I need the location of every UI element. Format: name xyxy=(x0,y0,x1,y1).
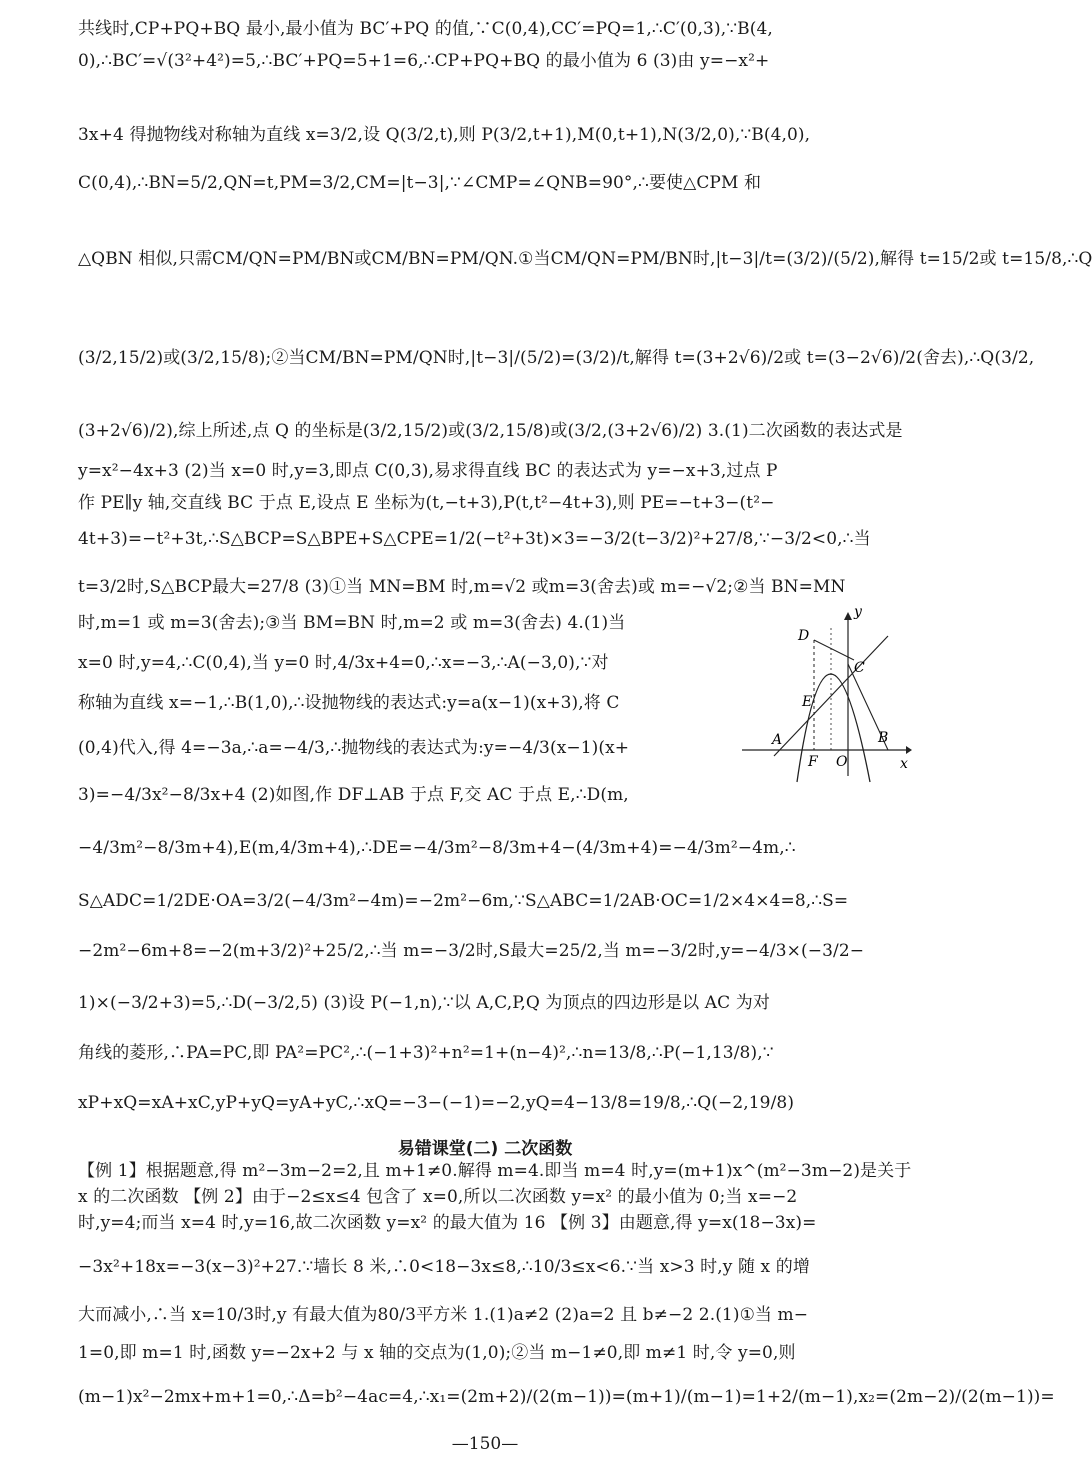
text-line: 角线的菱形,∴PA=PC,即 PA²=PC²,∴(−1+3)²+n²=1+(n−4)²,∴n=13/8,∴P(−1,13/8),∵ xyxy=(78,1043,774,1063)
text-line: y=x²−4x+3 (2)当 x=0 时,y=3,即点 C(0,3),易求得直线 BC 的表达式为 y=−x+3,过点 P xyxy=(78,461,778,481)
section-title: 易错课堂(二) 二次函数 xyxy=(397,1139,573,1159)
label-o: O xyxy=(836,754,848,770)
text-line: 时,y=4;而当 x=4 时,y=16,故二次函数 y=x² 的最大值为 16 【例 3】由题意,得 y=x(18−3x)= xyxy=(78,1213,817,1233)
text-line: 时,m=1 或 m=3(舍去);③当 BM=BN 时,m=2 或 m=3(舍去) 4.(1)当 xyxy=(78,613,626,633)
y-axis-arrow xyxy=(844,612,852,620)
text-line: 大而减小,∴当 x=10/3时,y 有最大值为80/3平方米 1.(1)a≠2 (2)a=2 且 b≠−2 2.(1)①当 m− xyxy=(78,1305,809,1325)
text-line: 1=0,即 m=1 时,函数 y=−2x+2 与 x 轴的交点为(1,0);②当 m−1≠0,即 m≠1 时,令 y=0,则 xyxy=(78,1343,796,1363)
text-line: (m−1)x²−2mx+m+1=0,∴Δ=b²−4ac=4,∴x₁=(2m+2)/(2(m−1))=(m+1)/(m−1)=1+2/(m−1),x₂=(2m−2)/(2(m−1))= xyxy=(78,1387,1055,1407)
text-line: −3x²+18x=−3(x−3)²+27.∵墙长 8 米,∴0<18−3x≤8,∴10/3≤x<6.∵当 x>3 时,y 随 x 的增 xyxy=(78,1257,810,1277)
label-c: C xyxy=(854,660,865,676)
text-line: −4/3m²−8/3m+4),E(m,4/3m+4),∴DE=−4/3m²−8/3m+4−(4/3m+4)=−4/3m²−4m,∴ xyxy=(78,838,796,858)
label-b: B xyxy=(878,730,889,746)
parabola-figure xyxy=(742,606,912,782)
label-x: x xyxy=(900,756,908,772)
label-f: F xyxy=(808,754,818,770)
text-line: x=0 时,y=4,∴C(0,4),当 y=0 时,4/3x+4=0,∴x=−3,∴A(−3,0),∵对 xyxy=(78,653,609,673)
text-line: 【例 1】根据题意,得 m²−3m−2=2,且 m+1≠0.解得 m=4.即当 m=4 时,y=(m+1)x^(m²−3m−2)是关于 xyxy=(78,1161,912,1181)
text-line: 3)=−4/3x²−8/3x+4 (2)如图,作 DF⊥AB 于点 F,交 AC 于点 E,∴D(m, xyxy=(78,785,629,805)
text-line: 作 PE∥y 轴,交直线 BC 于点 E,设点 E 坐标为(t,−t+3),P(t,t²−4t+3),则 PE=−t+3−(t²− xyxy=(78,493,775,513)
page-number: —150— xyxy=(451,1434,519,1454)
label-y: y xyxy=(854,604,862,620)
text-line: (3/2,15/2)或(3/2,15/8);②当CM/BN=PM/QN时,|t−3|/(5/2)=(3/2)/t,解得 t=(3+2√6)/2或 t=(3−2√6)/2(舍去),∴Q(3/2, xyxy=(78,348,1035,368)
text-line: x 的二次函数 【例 2】由于−2≤x≤4 包含了 x=0,所以二次函数 y=x² 的最小值为 0;当 x=−2 xyxy=(78,1187,798,1207)
text-line: t=3/2时,S△BCP最大=27/8 (3)①当 MN=BM 时,m=√2 或m=3(舍去)或 m=−√2;②当 BN=MN xyxy=(78,577,846,597)
text-line: −2m²−6m+8=−2(m+3/2)²+25/2,∴当 m=−3/2时,S最大=25/2,当 m=−3/2时,y=−4/3×(−3/2− xyxy=(78,941,865,961)
text-line: S△ADC=1/2DE·OA=3/2(−4/3m²−4m)=−2m²−6m,∵S△ABC=1/2AB·OC=1/2×4×4=8,∴S= xyxy=(78,891,849,911)
text-line: (3+2√6)/2),综上所述,点 Q 的坐标是(3/2,15/2)或(3/2,15/8)或(3/2,(3+2√6)/2) 3.(1)二次函数的表达式是 xyxy=(78,421,903,441)
text-line: (0,4)代入,得 4=−3a,∴a=−4/3,∴抛物线的表达式为:y=−4/3(x−1)(x+ xyxy=(78,738,630,758)
text-line: 4t+3)=−t²+3t,∴S△BCP=S△BPE+S△CPE=1/2(−t²+3t)×3=−3/2(t−3/2)²+27/8,∵−3/2<0,∴当 xyxy=(78,529,871,549)
text-line: 3x+4 得抛物线对称轴为直线 x=3/2,设 Q(3/2,t),则 P(3/2,t+1),M(0,t+1),N(3/2,0),∵B(4,0), xyxy=(78,125,811,145)
label-a: A xyxy=(772,732,783,748)
text-line: 共线时,CP+PQ+BQ 最小,最小值为 BC′+PQ 的值,∵C(0,4),CC′=PQ=1,∴C′(0,3),∵B(4, xyxy=(78,19,773,39)
text-line: xP+xQ=xA+xC,yP+yQ=yA+yC,∴xQ=−3−(−1)=−2,yQ=4−13/8=19/8,∴Q(−2,19/8) xyxy=(78,1093,795,1113)
text-line: △QBN 相似,只需CM/QN=PM/BN或CM/BN=PM/QN.①当CM/QN=PM/BN时,|t−3|/t=(3/2)/(5/2),解得 t=15/2或 t=15/8,∴Q xyxy=(78,249,1092,269)
label-e: E xyxy=(802,694,813,710)
label-d: D xyxy=(798,628,810,644)
text-line: 0),∴BC′=√(3²+4²)=5,∴BC′+PQ=5+1=6,∴CP+PQ+BQ 的最小值为 6 (3)由 y=−x²+ xyxy=(78,51,770,71)
text-line: 称轴为直线 x=−1,∴B(1,0),∴设抛物线的表达式:y=a(x−1)(x+3),将 C xyxy=(78,693,620,713)
text-line: 1)×(−3/2+3)=5,∴D(−3/2,5) (3)设 P(−1,n),∵以 A,C,P,Q 为顶点的四边形是以 AC 为对 xyxy=(78,993,770,1013)
x-axis-arrow xyxy=(906,746,912,754)
text-line: C(0,4),∴BN=5/2,QN=t,PM=3/2,CM=|t−3|,∵∠CMP=∠QNB=90°,∴要使△CPM 和 xyxy=(78,173,762,193)
